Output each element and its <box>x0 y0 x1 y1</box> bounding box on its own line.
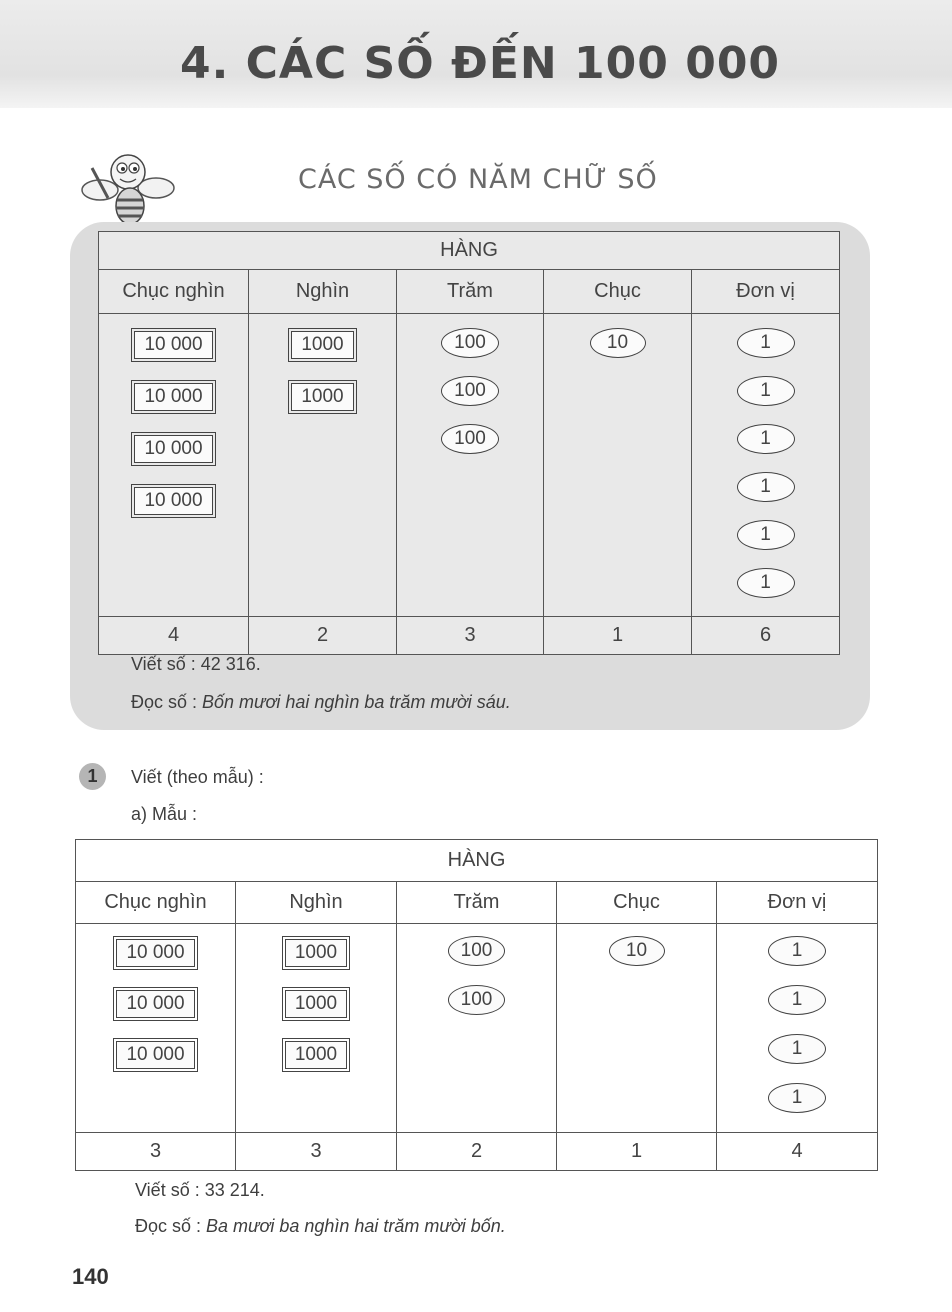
column-header: Nghìn <box>236 882 397 924</box>
column-header: Chục <box>557 882 717 924</box>
unit-token: 1 <box>737 472 795 502</box>
read-text: Ba mươi ba nghìn hai trăm mười bốn. <box>206 1216 506 1236</box>
ten-token: 10 <box>590 328 646 358</box>
column-header: Nghìn <box>249 270 397 314</box>
digit-cell: 3 <box>76 1133 236 1171</box>
ten-token: 10 <box>609 936 665 966</box>
write-number-example: Viết số : 42 316. <box>131 654 261 674</box>
group-header: HÀNG <box>76 840 878 882</box>
ten-thousand-card: 10 000 <box>116 939 194 967</box>
thousand-card: 1000 <box>285 939 347 967</box>
digit-cell: 3 <box>397 617 544 655</box>
chapter-title: 4. CÁC SỐ ĐẾN 100 000 <box>179 38 781 89</box>
read-number-exercise <box>135 1216 506 1237</box>
thousand-card: 1000 <box>291 383 353 411</box>
hundred-token: 100 <box>441 376 499 406</box>
hundred-token: 100 <box>441 328 499 358</box>
column-header: Trăm <box>397 882 557 924</box>
digit-cell: 4 <box>717 1133 878 1171</box>
digit-cell: 1 <box>544 617 692 655</box>
digit-cell: 2 <box>397 1133 557 1171</box>
thousand-card: 1000 <box>285 1041 347 1069</box>
read-number-example <box>131 692 511 713</box>
unit-token: 1 <box>768 936 826 966</box>
unit-token: 1 <box>768 1083 826 1113</box>
page-number: 140 <box>72 1264 109 1289</box>
unit-token: 1 <box>768 985 826 1015</box>
unit-token: 1 <box>768 1034 826 1064</box>
unit-token: 1 <box>737 424 795 454</box>
column-header: Chục <box>544 270 692 314</box>
hundred-token: 100 <box>441 424 499 454</box>
unit-token: 1 <box>737 328 795 358</box>
read-text: Bốn mươi hai nghìn ba trăm mười sáu. <box>202 692 511 712</box>
unit-token: 1 <box>737 568 795 598</box>
exercise-number-badge: 1 <box>79 763 106 790</box>
hundred-token: 100 <box>448 936 506 966</box>
place-value-table-example <box>98 231 840 655</box>
exercise-sub-label: a) Mẫu : <box>131 804 198 824</box>
digit-cell: 4 <box>99 617 249 655</box>
ten-thousand-card: 10 000 <box>134 435 212 463</box>
ten-thousand-card: 10 000 <box>134 331 212 359</box>
unit-token: 1 <box>737 376 795 406</box>
digit-cell: 1 <box>557 1133 717 1171</box>
ten-thousand-card: 10 000 <box>134 383 212 411</box>
hundred-token: 100 <box>448 985 506 1015</box>
ten-thousand-card: 10 000 <box>134 487 212 515</box>
digit-cell: 2 <box>249 617 397 655</box>
column-header: Chục nghìn <box>99 270 249 314</box>
column-header: Chục nghìn <box>76 882 236 924</box>
thousand-card: 1000 <box>285 990 347 1018</box>
column-header: Đơn vị <box>717 882 878 924</box>
thousand-card: 1000 <box>291 331 353 359</box>
exercise-instruction: Viết (theo mẫu) : <box>131 767 264 787</box>
read-prefix: Đọc số : <box>135 1216 207 1236</box>
group-header: HÀNG <box>99 232 840 270</box>
digit-cell: 3 <box>236 1133 397 1171</box>
section-title: CÁC SỐ CÓ NĂM CHỮ SỐ <box>298 164 658 195</box>
ten-thousand-card: 10 000 <box>116 990 194 1018</box>
column-header: Trăm <box>397 270 544 314</box>
ten-thousand-card: 10 000 <box>116 1041 194 1069</box>
place-value-table-exercise <box>75 839 878 1171</box>
column-header: Đơn vị <box>692 270 840 314</box>
digit-cell: 6 <box>692 617 840 655</box>
unit-token: 1 <box>737 520 795 550</box>
read-prefix: Đọc số : <box>131 692 203 712</box>
write-number-exercise: Viết số : 33 214. <box>135 1180 265 1200</box>
